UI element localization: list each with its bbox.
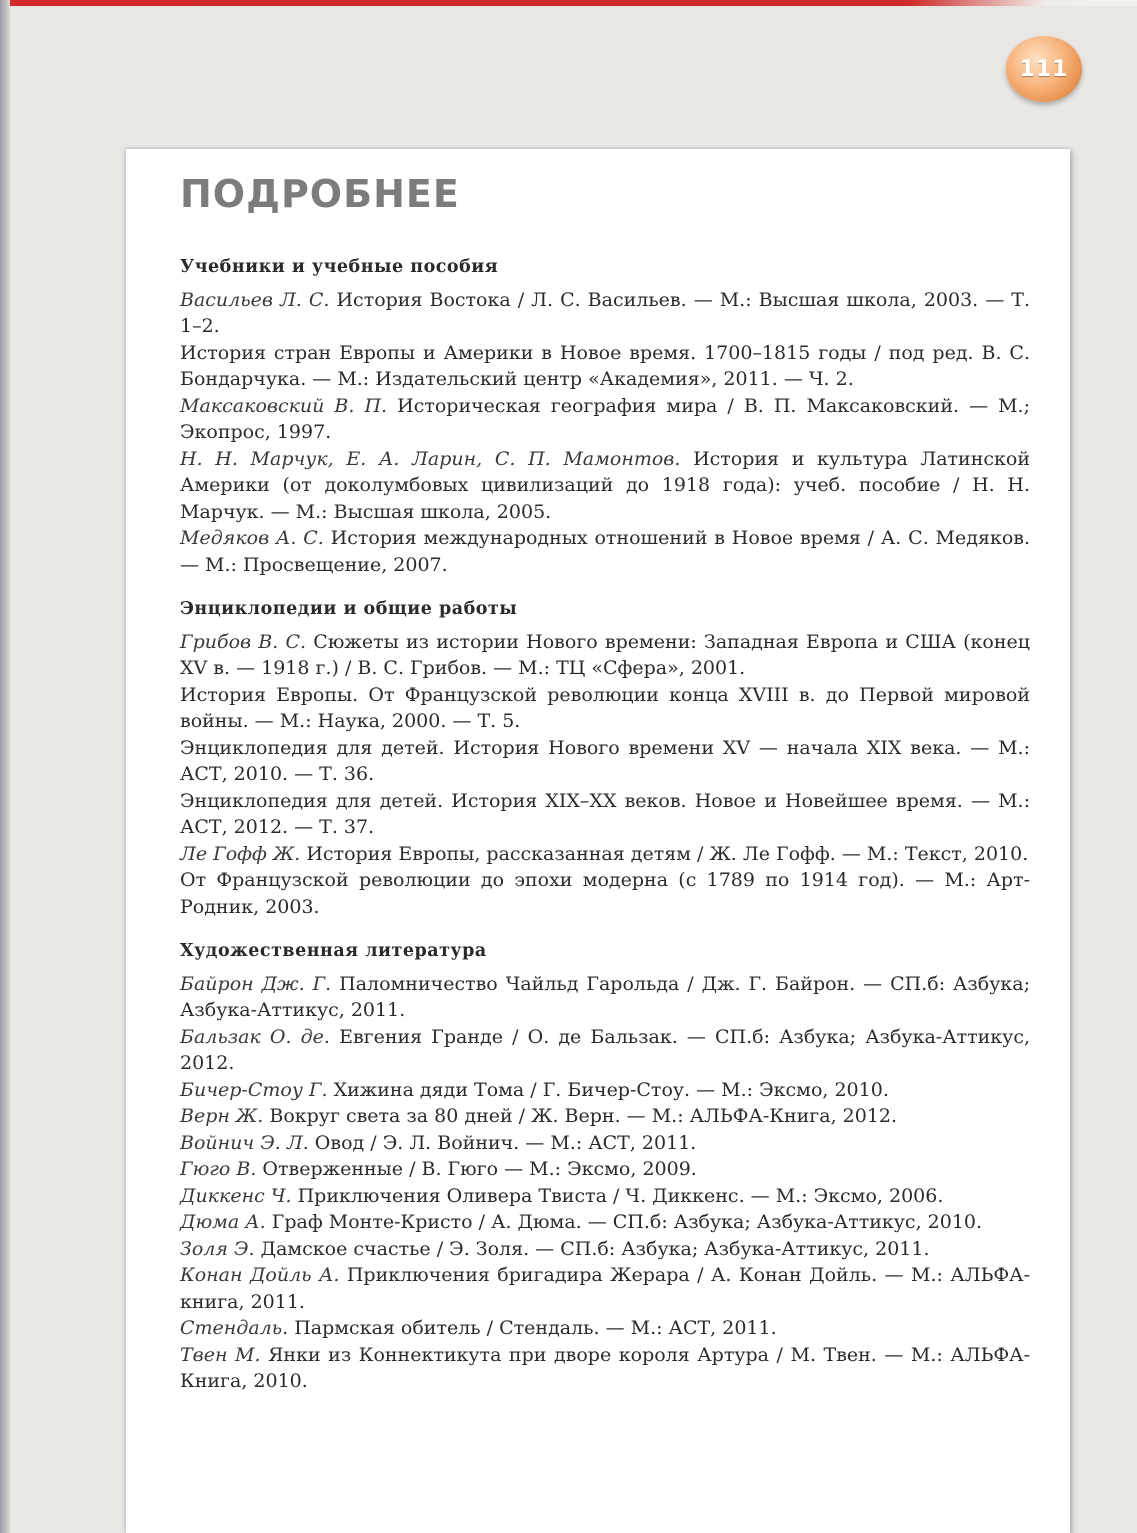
entry-text: История Европы, рассказанная детям / Ж. Ле Гофф. — М.: Текст, 2010. (300, 842, 1029, 865)
bibliography-entry (180, 1209, 1030, 1236)
page-title: ПОДРОБНЕЕ (180, 172, 460, 216)
bibliography-entry (180, 1342, 1030, 1395)
entry-author: Байрон Дж. Г. (180, 972, 332, 995)
bibliography-entry (180, 1130, 1030, 1157)
entry-author: Дюма А. (180, 1211, 266, 1233)
entry-text: История Европы. От Французской революции конца XVIII в. до Первой мировой войны. — М.: Наука, 2000. — Т. 5. (180, 683, 1030, 732)
page-number-badge: 111 (1006, 36, 1082, 102)
bibliography-entry (180, 841, 1030, 868)
top-color-strip (0, 0, 1137, 6)
bibliography-entry (180, 525, 1030, 578)
page-edge-shadow (0, 0, 10, 1533)
entry-text: От Французской революции до эпохи модерна (с 1789 по 1914 год). — М.: Арт-Родник, 2003. (180, 869, 1030, 918)
bibliography-entry (180, 393, 1030, 446)
entry-author: Войнич Э. Л. (180, 1131, 309, 1154)
bibliography-entry (180, 1262, 1030, 1315)
entry-author: Бичер-Стоу Г. (180, 1078, 328, 1101)
bibliography-entry (180, 629, 1030, 682)
entry-author: Золя Э. (180, 1237, 255, 1260)
bibliography-entry (180, 1077, 1030, 1104)
bibliography-entry (180, 971, 1030, 1024)
entry-author: Твен М. (180, 1343, 261, 1366)
entry-author: Грибов В. С. (180, 630, 307, 653)
bibliography-entry (180, 1236, 1030, 1263)
entry-author: Гюго В. (180, 1158, 257, 1180)
section-title: Художественная литература (180, 941, 487, 961)
entry-text: Янки из Коннектикута при дворе короля Артура / М. Твен. — М.: АЛЬФА-Книга, 2010. (180, 1343, 1030, 1392)
entry-text: Энциклопедия для детей. История XIX–XX веков. Новое и Новейшее время. — М.: АСТ, 2012. — Т. 37. (180, 789, 1030, 838)
bibliography-entry (180, 682, 1030, 735)
entry-text: Сюжеты из истории Нового времени: Западная Европа и США (конец XV в. — 1918 г.) / В. С. Грибов. — М.: ТЦ «Сфера», 2001. (180, 630, 1030, 679)
entry-author: Максаковский В. П. (180, 394, 388, 417)
bibliography-entry (180, 287, 1030, 340)
entry-author: Ле Гофф Ж. (180, 842, 301, 865)
entry-text: Приключения Оливера Твиста / Ч. Диккенс. — М.: Эксмо, 2006. (291, 1184, 944, 1207)
entry-text: Историческая география мира / В. П. Максаковский. — М.; Экопрос, 1997. (180, 394, 1030, 443)
entry-text: История стран Европы и Америки в Новое время. 1700–1815 годы / под ред. В. С. Бондарчука. — М.: Издательский центр «Академия», 2011. — Ч. 2. (180, 341, 1030, 390)
section-title: Учебники и учебные пособия (180, 257, 499, 277)
entry-text: Евгения Гранде / О. де Бальзак. — СП.б: Азбука; Азбука-Аттикус, 2012. (180, 1025, 1030, 1074)
entry-author: Медяков А. С. (180, 527, 324, 549)
entry-text: Паломничество Чайльд Гарольда / Дж. Г. Байрон. — СП.б: Азбука; Азбука-Аттикус, 2011. (180, 972, 1030, 1021)
bibliography-section (180, 254, 1030, 578)
bibliography-entry (180, 867, 1030, 920)
bibliography-entry (180, 1103, 1030, 1130)
entry-author: Бальзак О. де. (180, 1025, 330, 1048)
entry-text: Приключения бригадира Жерара / А. Конан Дойль. — М.: АЛЬФА-книга, 2011. (180, 1264, 1030, 1313)
entry-text: История Востока / Л. С. Васильев. — М.: Высшая школа, 2003. — Т. 1–2. (180, 288, 1030, 337)
entry-author: Васильев Л. С. (180, 288, 330, 311)
bibliography-entry (180, 446, 1030, 526)
entry-author: Диккенс Ч. (180, 1184, 292, 1207)
entry-text: Овод / Э. Л. Войнич. — М.: АСТ, 2011. (308, 1131, 697, 1154)
section-title: Энциклопедии и общие работы (180, 599, 518, 619)
bibliography-section (180, 938, 1030, 1395)
bibliography-section (180, 596, 1030, 920)
bibliography-entry (180, 1024, 1030, 1077)
entry-text: Пармская обитель / Стендаль. — М.: АСТ, 2011. (288, 1317, 777, 1339)
bibliography-entry (180, 1315, 1030, 1342)
entry-author: Верн Ж. (180, 1105, 264, 1127)
entry-text: Энциклопедия для детей. История Нового времени XV — начала XIX века. — М.: АСТ, 2010. — Т. 36. (180, 736, 1030, 785)
entry-text: Граф Монте-Кристо / А. Дюма. — СП.б: Азбука; Азбука-Аттикус, 2010. (265, 1211, 983, 1233)
entry-text: История международных отношений в Новое время / А. С. Медяков. — М.: Просвещение, 2007. (180, 527, 1030, 576)
entry-author: Н. Н. Марчук, Е. А. Ларин, С. П. Мамонтов. (180, 447, 681, 470)
bibliography (180, 254, 1030, 1413)
bibliography-entry (180, 1183, 1030, 1210)
bibliography-entry (180, 340, 1030, 393)
bibliography-entry (180, 735, 1030, 788)
entry-author: Конан Дойль А. (180, 1264, 340, 1286)
entry-text: Дамское счастье / Э. Золя. — СП.б: Азбука; Азбука-Аттикус, 2011. (254, 1237, 930, 1260)
entry-text: Вокруг света за 80 дней / Ж. Верн. — М.: АЛЬФА-Книга, 2012. (263, 1105, 898, 1127)
entry-text: Хижина дяди Тома / Г. Бичер-Стоу. — М.: Эксмо, 2010. (327, 1078, 889, 1101)
bibliography-entry (180, 1156, 1030, 1183)
entry-author: Стендаль. (180, 1317, 289, 1339)
bibliography-entry (180, 788, 1030, 841)
entry-text: Отверженные / В. Гюго — М.: Эксмо, 2009. (256, 1158, 697, 1180)
entry-text: История и культура Латинской Америки (от доколумбовых цивилизаций до 1918 года): учеб. пособие / Н. Н. Марчук. — М.: Высшая школа, 2005. (180, 447, 1030, 523)
